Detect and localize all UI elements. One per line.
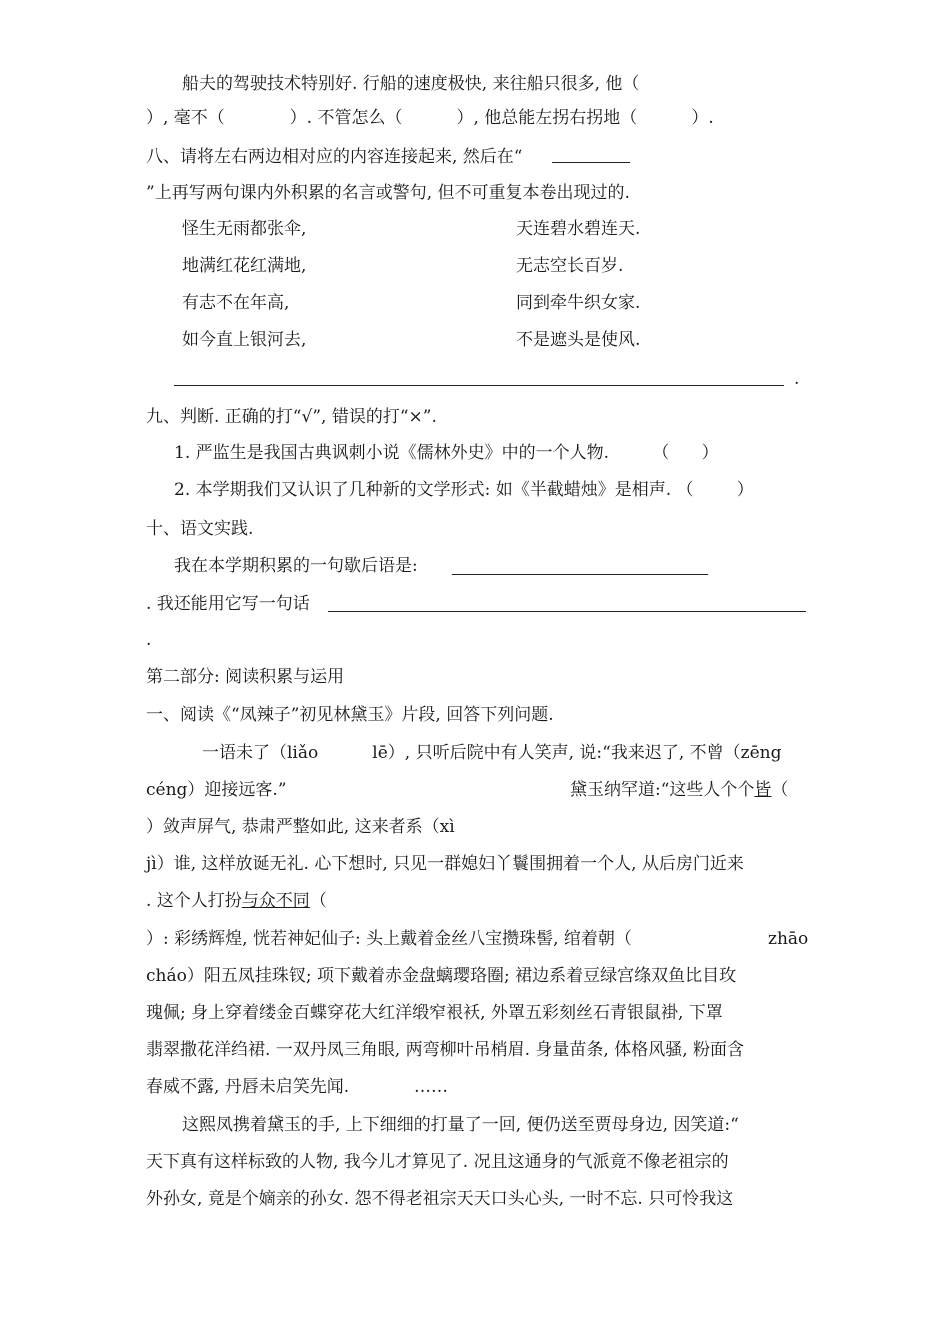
passage-line: ）敛声屏气, 恭肃严整如此, 这来者系（xì [146, 817, 455, 837]
underlined-word: 皆 [754, 780, 772, 800]
passage-line: 外孙女, 竟是个嫡亲的孙女. 怨不得老祖宗天天口头心头, 一时不忘. 只可怜我这 [146, 1189, 734, 1209]
section-10-title: 十、语文实践. [146, 519, 254, 539]
right-item: 不是遮头是使风. [516, 330, 641, 350]
passage-line: 春威不露, 丹唇未启笑先闻. …… [146, 1077, 449, 1097]
text-line: . 我还能用它写一句话 [146, 594, 310, 614]
passage-line: jì）谁, 这样放诞无礼. 心下想时, 只见一群媳妇丫鬟围拥着一个人, 从后房门近来 [146, 854, 744, 874]
passage-line: 瑰佩; 身上穿着缕金百蝶穿花大红洋缎窄裉袄, 外罩五彩刻丝石青银鼠褂, 下罩 [146, 1003, 723, 1023]
left-item: 有志不在年高, [182, 293, 290, 313]
passage-text: （ [309, 891, 327, 911]
right-item: 同到牵牛织女家. [516, 293, 641, 313]
passage-line: 这熙凤携着黛玉的手, 上下细细的打量了一回, 便仍送至贾母身边, 因笑道:“ [182, 1115, 739, 1135]
left-item: 怪生无雨都张伞, [182, 219, 307, 239]
left-item: 地满红花红满地, [182, 256, 307, 276]
answer-line[interactable] [174, 385, 784, 386]
text-line: 船夫的驾驶技术特别好. 行船的速度极快, 来往船只很多, 他（ [182, 74, 640, 94]
passage-line: cháo）阳五凤挂珠钗; 项下戴着赤金盘螭璎珞圈; 裙边系着豆绿宫绦双鱼比目玫 [146, 966, 737, 986]
part-2-title: 第二部分: 阅读积累与运用 [146, 667, 345, 687]
right-item: 天连碧水碧连天. [516, 219, 641, 239]
passage-line [570, 778, 788, 802]
passage-text: 黛玉纳罕道:“这些人个个 [570, 780, 755, 800]
reading-question-1: 一、阅读《“凤辣子”初见林黛玉》片段, 回答下列问题. [146, 705, 554, 725]
left-item: 如今直上银河去, [182, 330, 307, 350]
section-8-title: 八、请将左右两边相对应的内容连接起来, 然后在“ [146, 147, 523, 167]
passage-text: . 这个人打扮 [146, 891, 242, 911]
text-line: 我在本学期积累的一句歇后语是: [174, 556, 418, 576]
line-end-period: . [794, 369, 800, 389]
underlined-phrase: 与众不同 [241, 891, 310, 911]
answer-line[interactable] [328, 611, 806, 612]
passage-line: céng）迎接远客.” [146, 780, 287, 800]
passage-line: ）: 彩绣辉煌, 恍若神妃仙子: 头上戴着金丝八宝攒珠髻, 绾着朝（ [146, 929, 632, 949]
text-line: . [146, 630, 152, 650]
pinyin-annotation: zhāo [768, 929, 809, 949]
passage-line: 翡翠撒花洋绉裙. 一双丹凤三角眼, 两弯柳叶吊梢眉. 身量苗条, 体格风骚, 粉面含 [146, 1040, 745, 1060]
section-9-title: 九、判断. 正确的打“√”, 错误的打“×”. [146, 407, 437, 427]
passage-line: 一语未了（liǎo lē）, 只听后院中有人笑声, 说:“我来迟了, 不曾（zēng [202, 743, 782, 763]
passage-text: （ [771, 780, 789, 800]
answer-line[interactable] [452, 574, 708, 575]
passage-line: 天下真有这样标致的人物, 我今儿才算见了. 况且这通身的气派竟不像老祖宗的 [146, 1152, 729, 1172]
blank-line[interactable] [552, 162, 630, 163]
text-line: ）, 毫不（ ）. 不管怎么（ ）, 他总能左拐右拐地（ ）. [146, 108, 714, 128]
judge-question-1: 1. 严监生是我国古典讽刺小说《儒林外史》中的一个人物. （ ） [174, 443, 719, 463]
passage-line [146, 889, 327, 913]
section-8-instruction: ”上再写两句课内外积累的名言或警句, 但不可重复本卷出现过的. [146, 183, 630, 203]
judge-question-2: 2. 本学期我们又认识了几种新的文学形式: 如《半截蜡烛》是相声. （ ） [174, 480, 754, 500]
right-item: 无志空长百岁. [516, 256, 624, 276]
